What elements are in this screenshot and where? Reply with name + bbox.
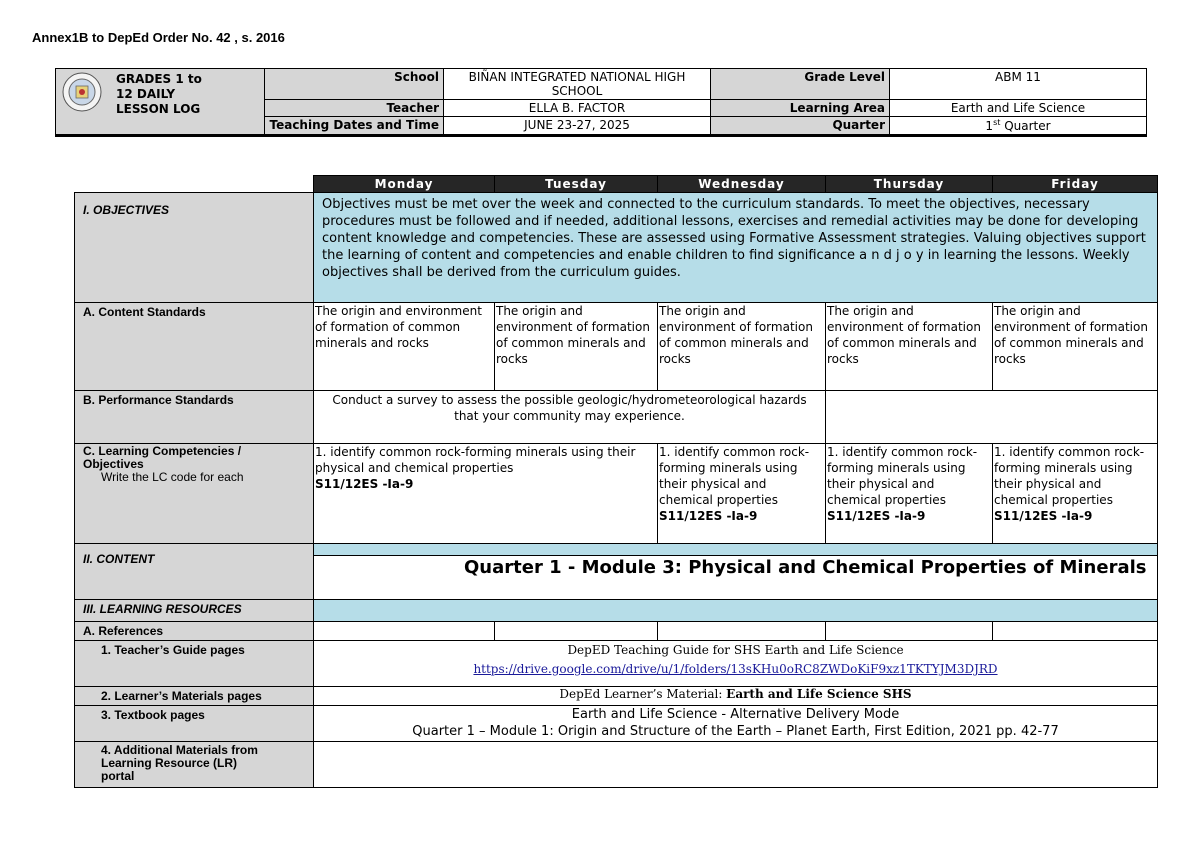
dates-label: Teaching Dates and Time <box>265 117 444 136</box>
learning-competencies-thursday: 1. identify common rock-forming minerals using their physical and chemical properties S11/12ES -Ia-9 <box>826 444 993 544</box>
additional-materials-label: 4. Additional Materials from Learning Resource (LR) portal <box>75 742 314 788</box>
content-module: Quarter 1 - Module 3: Physical and Chemical Properties of Minerals <box>314 544 1158 600</box>
day-header-monday: Monday <box>314 176 495 193</box>
grade-level-value: ABM 11 <box>890 69 1147 100</box>
dates-value: JUNE 23-27, 2025 <box>444 117 711 136</box>
logo-line-3: LESSON LOG <box>116 102 201 116</box>
teachers-guide-value: DepED Teaching Guide for SHS Earth and Life Science https://drive.google.com/drive/u/1/folders/13sKHu0oRC8ZWDoKiF9xz1TKTYJM3DJRD <box>314 641 1158 687</box>
teacher-label: Teacher <box>265 100 444 117</box>
content-standards-wednesday: The origin and environment of formation of common minerals and rocks <box>658 303 826 391</box>
textbook-label: 3. Textbook pages <box>75 706 314 742</box>
learning-competencies-friday: 1. identify common rock-forming minerals using their physical and chemical properties S11/12ES -Ia-9 <box>993 444 1158 544</box>
learning-competencies-mon-tue: 1. identify common rock-forming minerals using their physical and chemical properties S11/12ES -Ia-9 <box>314 444 658 544</box>
lesson-log-table <box>74 175 1158 788</box>
school-label: School <box>265 69 444 100</box>
learning-area-label: Learning Area <box>711 100 890 117</box>
annex-title: Annex1B to DepEd Order No. 42 , s. 2016 <box>32 30 285 45</box>
performance-standards-label: B. Performance Standards <box>75 391 314 444</box>
teacher-value: ELLA B. FACTOR <box>444 100 711 117</box>
teachers-guide-link[interactable]: https://drive.google.com/drive/u/1/folders/13sKHu0oRC8ZWDoKiF9xz1TKTYJM3DJRD <box>473 662 998 676</box>
day-header-friday: Friday <box>993 176 1158 193</box>
day-header-wednesday: Wednesday <box>658 176 826 193</box>
quarter-label: Quarter <box>711 117 890 136</box>
objectives-text: Objectives must be met over the week and connected to the curriculum standards. To meet the objectives, necessary procedures must be followed and if needed, additional lessons, exercises and remedial activities may be done for developing content knowledge and competencies. These are assessed using Formative Assessment strategies. Valuing objectives support the learning of content and competencies and enable children to find significance a n d j o y in learning the lessons. Weekly objectives shall be derived from the curriculum guides. <box>314 193 1158 303</box>
learning-competencies-wednesday: 1. identify common rock-forming minerals using their physical and chemical properties S11/12ES -Ia-9 <box>658 444 826 544</box>
grade-level-label: Grade Level <box>711 69 890 100</box>
references-label: A. References <box>75 622 314 641</box>
logo-line-1: GRADES 1 to <box>116 72 202 86</box>
content-label: II. CONTENT <box>75 544 314 600</box>
deped-seal-icon <box>62 72 102 112</box>
objectives-label: I. OBJECTIVES <box>75 193 314 303</box>
content-standards-friday: The origin and environment of formation of common minerals and rocks <box>993 303 1158 391</box>
performance-standards-text: Conduct a survey to assess the possible geologic/hydrometeorological hazards that your community may experience. <box>314 391 826 444</box>
learners-materials-label: 2. Learner’s Materials pages <box>75 687 314 706</box>
content-standards-tuesday: The origin and environment of formation of common minerals and rocks <box>495 303 658 391</box>
learning-competencies-label: C. Learning Competencies / Objectives Write the LC code for each <box>75 444 314 544</box>
content-standards-monday: The origin and environment of formation of common minerals and rocks <box>314 303 495 391</box>
quarter-value: 1st Quarter <box>890 117 1147 136</box>
school-value: BIÑAN INTEGRATED NATIONAL HIGH SCHOOL <box>444 69 711 100</box>
learning-resources-label: III. LEARNING RESOURCES <box>75 600 314 622</box>
content-standards-thursday: The origin and environment of formation of common minerals and rocks <box>826 303 993 391</box>
day-header-thursday: Thursday <box>826 176 993 193</box>
textbook-value: Earth and Life Science - Alternative Delivery Mode Quarter 1 – Module 1: Origin and Structure of the Earth – Planet Earth, First Edition, 2021 pp. 42-77 <box>314 706 1158 742</box>
content-standards-label: A. Content Standards <box>75 303 314 391</box>
day-header-tuesday: Tuesday <box>495 176 658 193</box>
logo-cell <box>56 69 265 136</box>
header-table <box>55 68 1147 137</box>
teachers-guide-label: 1. Teacher’s Guide pages <box>75 641 314 687</box>
logo-line-2: 12 DAILY <box>116 87 176 101</box>
learning-area-value: Earth and Life Science <box>890 100 1147 117</box>
learners-materials-value: DepEd Learner’s Material: Earth and Life Science SHS <box>314 687 1158 706</box>
